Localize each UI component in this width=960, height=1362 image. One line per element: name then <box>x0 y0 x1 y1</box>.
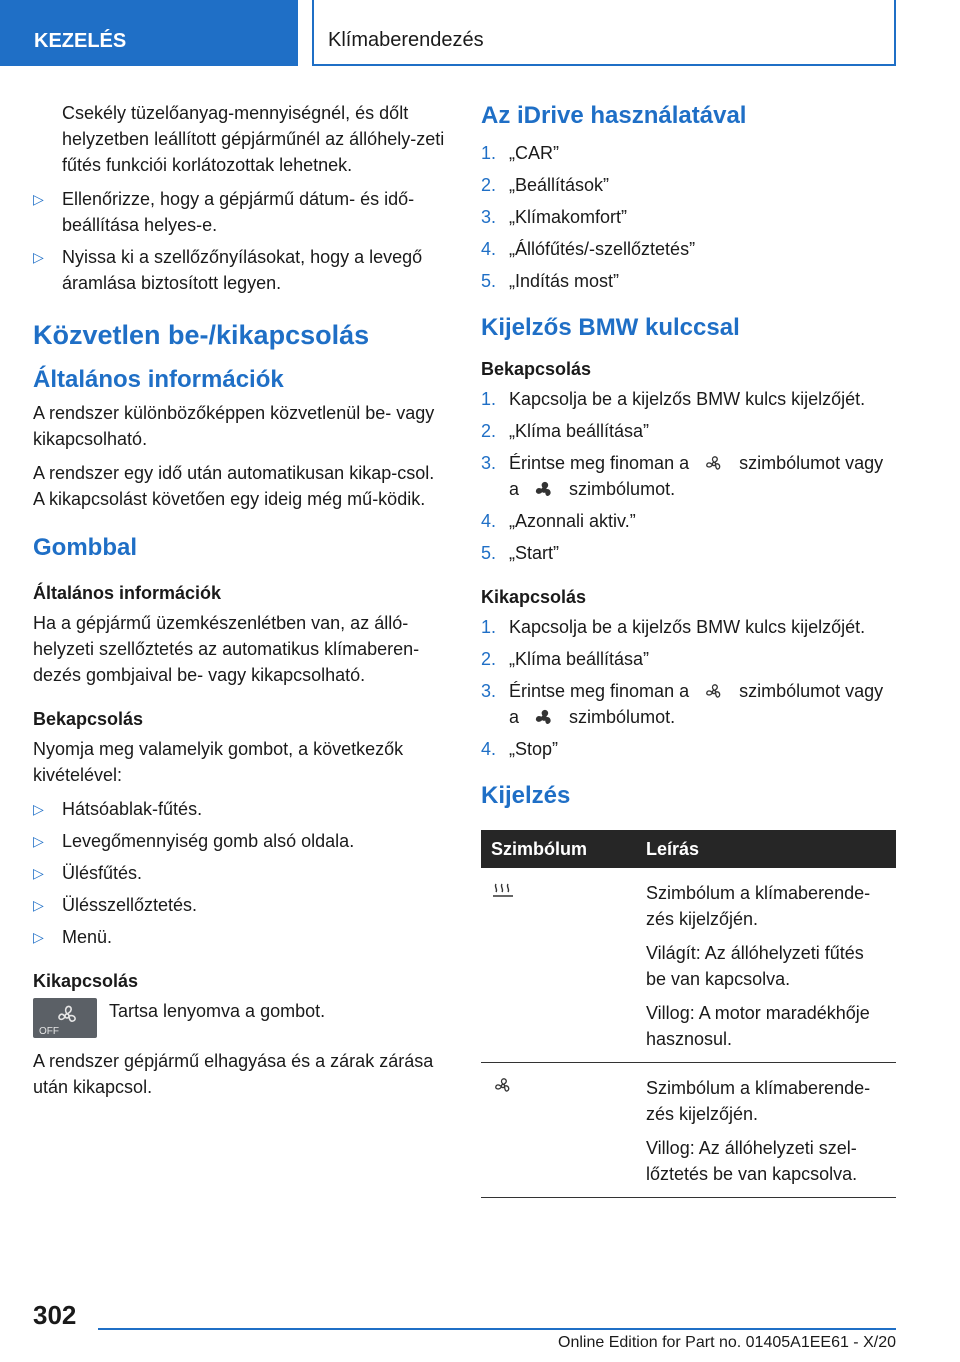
list-item: 1. Kapcsolja be a kijelzős BMW kulcs kijelzőjét. <box>481 389 866 409</box>
heading-off: Kikapcsolás <box>33 971 139 991</box>
list-item: 5. „Start” <box>481 543 560 563</box>
list-item: ▷ Hátsóablak-fűtés. <box>33 796 448 822</box>
chapter-title: Klímaberendezés <box>328 29 484 51</box>
heading-general: Általános információk <box>33 366 284 393</box>
heading-button-general: Általános információk <box>33 583 222 603</box>
off-text: Tartsa lenyomva a gombot. <box>109 1001 326 1021</box>
list-item: 4. „Állófűtés/-szellőztetés” <box>481 239 696 259</box>
page-number: 302 <box>33 1300 77 1330</box>
intro-text: Csekély tüzelőanyag-mennyiségnél, és dőlt helyzetben leállított gépjárműnél az állóhely-zeti fűtés funkciói korlátozottak lehetnek. <box>62 103 445 175</box>
list-item: 2. „Klíma beállítása” <box>481 421 650 441</box>
table-row: Szimbólum a klímaberende-zés kijelzőjén. Villog: Az állóhelyzeti szel-lőztetés be van kapcsolva. <box>481 1063 896 1198</box>
heading-key-on: Bekapcsolás <box>481 359 592 379</box>
heading-idrive: Az iDrive használatával <box>481 102 747 129</box>
edition-footer: Online Edition for Part no. 01405A1EE61 - X/20 <box>558 1334 896 1351</box>
list-item: 3. Érintse meg finoman a szimbólumot vagy a szimbólumot. <box>481 453 884 499</box>
list-item: ▷ Menü. <box>33 924 448 950</box>
list-item: 2. „Beállítások” <box>481 175 610 195</box>
off-row <box>33 998 448 1038</box>
triangle-bullet-icon: ▷ <box>33 191 44 207</box>
triangle-bullet-icon: ▷ <box>33 897 44 913</box>
symbol-table <box>481 830 896 1198</box>
triangle-bullet-icon: ▷ <box>33 929 44 945</box>
on-text: Nyomja meg valamelyik gombot, a következők kivételével: <box>33 739 404 785</box>
fan-icon <box>702 454 726 474</box>
list-item: 4. „Stop” <box>481 739 559 759</box>
triangle-bullet-icon: ▷ <box>33 865 44 881</box>
list-item: 5. „Indítás most” <box>481 271 620 291</box>
triangle-bullet-icon: ▷ <box>33 249 44 265</box>
heading-on: Bekapcsolás <box>33 709 144 729</box>
fan-off-button-image <box>33 998 97 1038</box>
list-item: 1. Kapcsolja be a kijelzős BMW kulcs kijelzőjét. <box>481 617 866 637</box>
heading-key-off: Kikapcsolás <box>481 587 587 607</box>
list-item: 3. „Klímakomfort” <box>481 207 628 227</box>
footer-divider <box>98 1328 896 1330</box>
list-item: ▷ Levegőmennyiség gomb alsó oldala. <box>33 828 448 854</box>
fan-icon <box>491 1075 515 1097</box>
list-item: ▷ Ellenőrizze, hogy a gépjármű dátum- és idő-beállítása helyes-e. <box>33 186 448 238</box>
left-column <box>33 100 448 1108</box>
off-auto-text: A rendszer gépjármű elhagyása és a zárak zárása után kikapcsol. <box>33 1051 434 1097</box>
heating-icon <box>491 880 515 902</box>
general-text-1: A rendszer különbözőképpen közvetlenül be- vagy kikapcsolható. <box>33 403 435 449</box>
fan-active-icon <box>532 480 556 500</box>
table-header-symbol: Szimbólum <box>481 830 636 868</box>
list-item: ▷ Ülésszellőztetés. <box>33 892 448 918</box>
section-tab <box>0 0 298 66</box>
fan-active-icon <box>532 708 556 728</box>
list-item: ▷ Ülésfűtés. <box>33 860 448 886</box>
table-header-description: Leírás <box>636 830 896 868</box>
table-row: Szimbólum a klímaberende-zés kijelzőjén. Világít: Az állóhelyzeti fűtés be van kapcsolva. Villog: A motor maradékhője hasznosul. <box>481 868 896 1063</box>
section-title: KEZELÉS <box>34 30 127 52</box>
list-item: ▷ Nyissa ki a szellőzőnyílásokat, hogy a levegő áramlása biztosított legyen. <box>33 244 448 296</box>
heading-button: Gombbal <box>33 534 138 561</box>
fan-icon <box>33 998 97 1038</box>
triangle-bullet-icon: ▷ <box>33 801 44 817</box>
heading-direct: Közvetlen be-/kikapcsolás <box>33 320 370 350</box>
table-header-row <box>481 830 896 868</box>
svg-text:OFF: OFF <box>39 1026 59 1037</box>
fan-icon <box>702 682 726 702</box>
list-item: 1. „CAR” <box>481 143 559 163</box>
general-text-2: A rendszer egy idő után automatikusan kikap-csol. A kikapcsolást követően egy ideig még mű-ködik. <box>33 463 435 509</box>
list-item: 4. „Azonnali aktiv.” <box>481 511 636 531</box>
heading-display: Kijelzés <box>481 782 571 809</box>
triangle-bullet-icon: ▷ <box>33 833 44 849</box>
button-general-text: Ha a gépjármű üzemkészenlétben van, az álló-helyzeti szellőztetés az automatikus klímaberen-dezés gombjaival be- vagy kikapcsolható. <box>33 613 420 685</box>
heading-key: Kijelzős BMW kulccsal <box>481 314 740 341</box>
list-item: 3. Érintse meg finoman a szimbólumot vagy a szimbólumot. <box>481 681 884 727</box>
chapter-header <box>312 0 896 66</box>
list-item: 2. „Klíma beállítása” <box>481 649 650 669</box>
right-column <box>481 100 896 1198</box>
